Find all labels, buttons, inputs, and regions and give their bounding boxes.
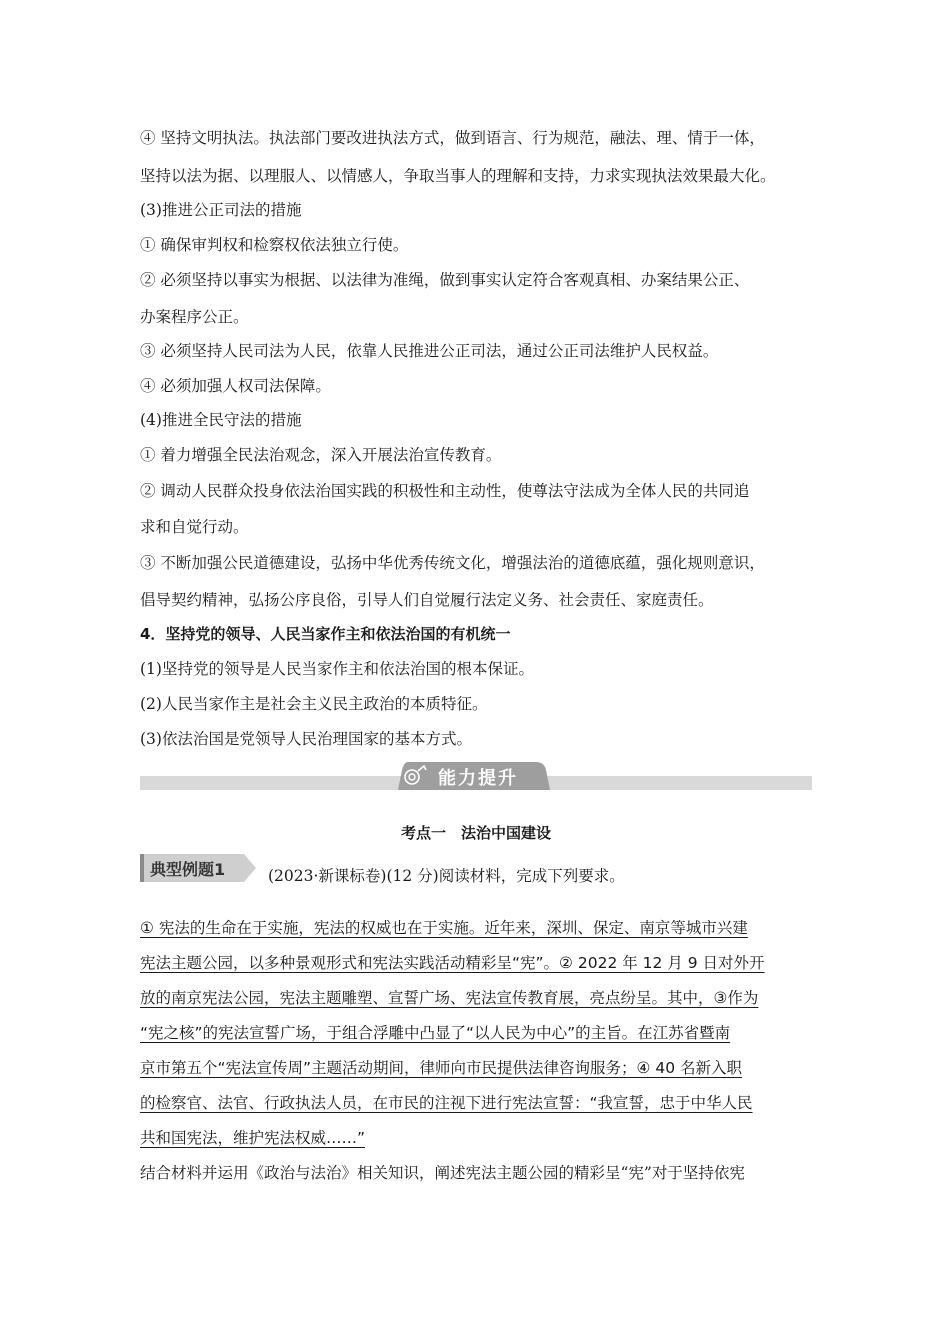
material-line: 的检察官、法官、行政执法人员，在市民的注视下进行宪法宣誓：“我宣誓，忠于中华人民 — [140, 1094, 753, 1112]
point-item: (2)人民当家作主是社会主义民主政治的本质特征。 — [140, 695, 488, 713]
example-source: (2023·新课标卷)(12 分)阅读材料，完成下列要求。 — [268, 867, 625, 885]
text-line: ③ 不断加强公民道德建设，弘扬中华优秀传统文化，增强法治的道德底蕴，强化规则意识， — [140, 554, 765, 572]
question-line: 结合材料并运用《政治与法治》相关知识，阐述宪法主题公园的精彩呈“宪”对于坚持依宪 — [140, 1164, 745, 1182]
text-line: 办案程序公正。 — [140, 308, 249, 326]
text-line: ① 着力增强全民法治观念，深入开展法治宣传教育。 — [140, 446, 502, 464]
subheading: (4)推进全民守法的措施 — [140, 411, 302, 429]
text-line: 倡导契约精神，弘扬公序良俗，引导人们自觉履行法定义务、社会责任、家庭责任。 — [140, 591, 714, 609]
banner-tab — [398, 762, 550, 790]
subheading: (3)推进公正司法的措施 — [140, 201, 302, 219]
text-line: ② 调动人民群众投身依法治国实践的积极性和主动性，使尊法守法成为全体人民的共同追 — [140, 482, 750, 500]
text-line: ① 确保审判权和检察权依法独立行使。 — [140, 236, 409, 254]
material-line: 宪法主题公园，以多种景观形式和宪法实践活动精彩呈“宪”。② 2022 年 12 月 9 日对外开 — [140, 954, 765, 972]
material-line: 京市第五个“宪法宣传周”主题活动期间，律师向市民提供法律咨询服务；④ 40 名新入职 — [140, 1059, 743, 1077]
point-item: (3)依法治国是党领导人民治理国家的基本方式。 — [140, 730, 472, 748]
text-line: 求和自觉行动。 — [140, 518, 249, 536]
example-tag — [140, 854, 256, 882]
point-item: (1)坚持党的领导是人民当家作主和依法治国的根本保证。 — [140, 660, 534, 678]
material-line: ① 宪法的生命在于实施，宪法的权威也在于实施。近年来，深圳、保定、南京等城市兴建 — [140, 919, 748, 937]
example-label: 典型例题1 — [150, 860, 226, 879]
text-line: ④ 必须加强人权司法保障。 — [140, 377, 331, 395]
banner-title: 能力提升 — [438, 768, 518, 789]
ability-banner — [140, 762, 812, 790]
section-title: 考点一 法治中国建设 — [400, 824, 551, 842]
text-line: 坚持以法为据、以理服人、以情感人，争取当事人的理解和支持，力求实现执法效果最大化。 — [140, 167, 776, 185]
text-line: ④ 坚持文明执法。执法部门要改进执法方式，做到语言、行为规范，融法、理、情于一体， — [140, 129, 765, 147]
material-line: 放的南京宪法公园，宪法主题雕塑、宣誓广场、宪法宣传教育展，亮点纷呈。其中，③作为 — [140, 989, 759, 1007]
section-heading-4: 4．坚持党的领导、人民当家作主和依法治国的有机统一 — [140, 625, 511, 643]
text-line: ③ 必须坚持人民司法为人民，依靠人民推进公正司法，通过公正司法维护人民权益。 — [140, 342, 719, 360]
material-line: “宪之核”的宪法宣誓广场，于组合浮雕中凸显了“以人民为中心”的主旨。在江苏省暨南 — [140, 1024, 731, 1042]
material-line: 共和国宪法，维护宪法权威……” — [140, 1129, 366, 1147]
text-line: ② 必须坚持以事实为根据、以法律为准绳，做到事实认定符合客观真相、办案结果公正、 — [140, 271, 750, 289]
